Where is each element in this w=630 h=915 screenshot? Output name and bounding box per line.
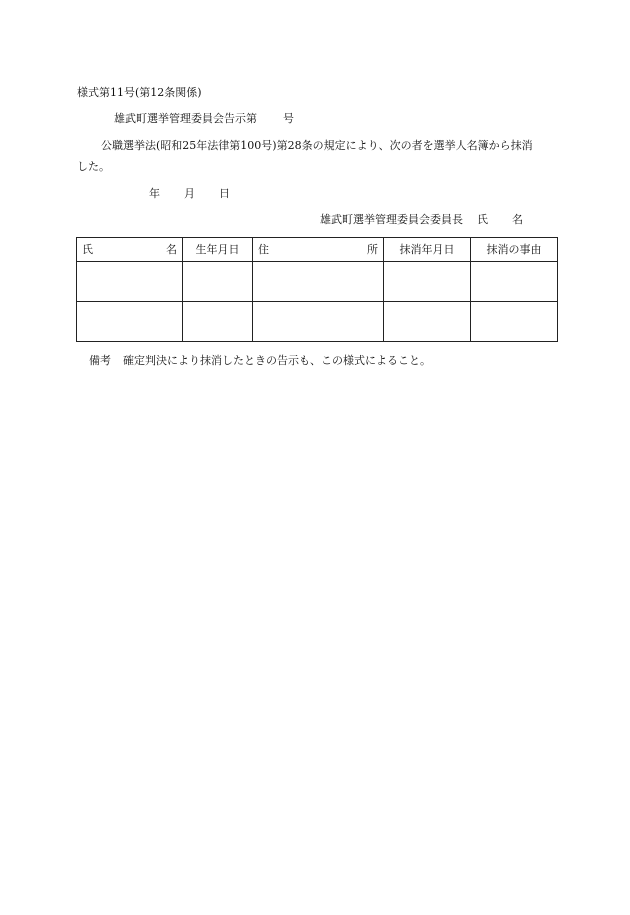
header-birthdate: 生年月日 (183, 238, 253, 262)
header-address-right: 所 (367, 242, 378, 256)
header-name-left: 氏 (82, 242, 93, 256)
remarks-label: 備考 (89, 354, 111, 367)
cell-deletion-reason (471, 262, 558, 302)
cell-birthdate (183, 262, 253, 302)
deletion-register-table (76, 237, 558, 342)
header-deletion-date: 抹消年月日 (384, 238, 471, 262)
cell-deletion-date (384, 302, 471, 342)
notice-title (114, 112, 294, 126)
notice-title-prefix: 雄武町選挙管理委員会告示第 (114, 112, 257, 125)
cell-name (77, 302, 183, 342)
notice-body-line-2: した。 (77, 160, 110, 173)
notice-body-line-1: 公職選挙法(昭和25年法律第100号)第28条の規定により、次の者を選挙人名簿から抹消 (101, 139, 533, 152)
notice-title-suffix: 号 (283, 112, 294, 125)
header-name-right: 名 (166, 242, 177, 256)
signature-line (320, 213, 523, 227)
table-row (77, 262, 558, 302)
remarks-text: 確定判決により抹消したときの告示も、この様式によること。 (123, 354, 431, 367)
date-year: 年 (149, 187, 160, 200)
signature-office: 雄武町選挙管理委員会委員長 (320, 213, 463, 226)
cell-deletion-date (384, 262, 471, 302)
remarks (89, 354, 431, 368)
cell-birthdate (183, 302, 253, 342)
table-header-row (77, 238, 558, 262)
cell-deletion-reason (471, 302, 558, 342)
date-day: 日 (219, 187, 230, 200)
signature-name-right: 名 (512, 213, 523, 226)
cell-address (253, 262, 384, 302)
header-name (77, 238, 183, 262)
date-line (149, 187, 230, 201)
header-address (253, 238, 384, 262)
header-address-left: 住 (258, 242, 269, 256)
cell-address (253, 302, 384, 342)
table-row (77, 302, 558, 342)
header-deletion-reason: 抹消の事由 (471, 238, 558, 262)
signature-name-left: 氏 (477, 213, 488, 226)
date-month: 月 (184, 187, 195, 200)
cell-name (77, 262, 183, 302)
form-number-label: 様式第11号(第12条関係) (77, 86, 202, 99)
